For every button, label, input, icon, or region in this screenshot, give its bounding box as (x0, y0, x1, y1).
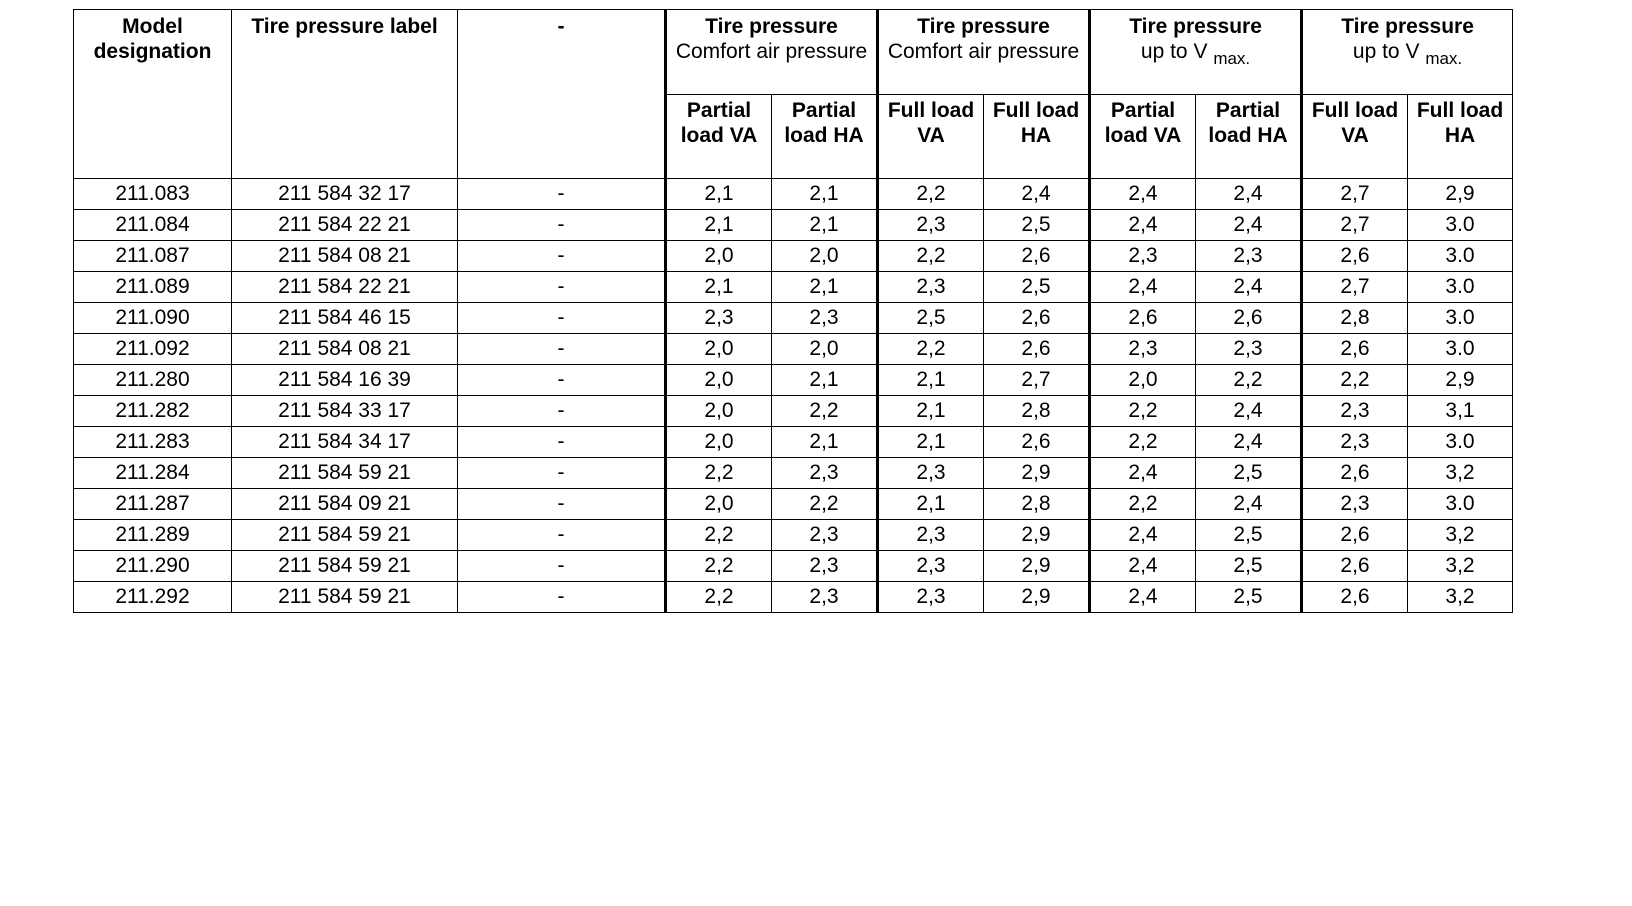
cell-model-designation: 211.282 (74, 396, 232, 427)
cell-pressure-value: 2,4 (1090, 520, 1196, 551)
group-subtitle-text: up to V (1352, 40, 1420, 63)
cell-pressure-value: 2,1 (878, 396, 984, 427)
cell-pressure-value: 2,1 (666, 272, 772, 303)
cell-pressure-value: 2,3 (1090, 334, 1196, 365)
cell-pressure-value: 3.0 (1408, 303, 1513, 334)
cell-pressure-value: 2,2 (878, 241, 984, 272)
cell-pressure-value: 2,3 (878, 210, 984, 241)
cell-pressure-value: 3,1 (1408, 396, 1513, 427)
table-row (74, 489, 1513, 520)
cell-pressure-value: 2,7 (1302, 272, 1408, 303)
cell-pressure-value: 2,2 (1090, 396, 1196, 427)
cell-pressure-value: 2,6 (984, 241, 1090, 272)
cell-blank: - (458, 334, 666, 365)
cell-pressure-value: 2,8 (1302, 303, 1408, 334)
cell-pressure-value: 2,1 (772, 272, 878, 303)
cell-tire-pressure-label: 211 584 08 21 (232, 241, 458, 272)
cell-pressure-value: 2,5 (984, 210, 1090, 241)
cell-pressure-value: 3.0 (1408, 272, 1513, 303)
cell-pressure-value: 2,4 (1196, 210, 1302, 241)
cell-pressure-value: 2,3 (878, 582, 984, 613)
cell-model-designation: 211.283 (74, 427, 232, 458)
cell-pressure-value: 2,4 (1196, 396, 1302, 427)
cell-pressure-value: 2,4 (1090, 179, 1196, 210)
cell-pressure-value: 2,5 (878, 303, 984, 334)
subheader-cell: Full load VA (1302, 95, 1408, 179)
cell-pressure-value: 2,2 (1196, 365, 1302, 396)
cell-blank: - (458, 582, 666, 613)
table-row (74, 179, 1513, 210)
table-row (74, 396, 1513, 427)
cell-pressure-value: 2,0 (666, 489, 772, 520)
cell-model-designation: 211.290 (74, 551, 232, 582)
table-row (74, 241, 1513, 272)
cell-blank: - (458, 427, 666, 458)
cell-pressure-value: 2,2 (772, 396, 878, 427)
cell-pressure-value: 2,6 (1196, 303, 1302, 334)
cell-model-designation: 211.292 (74, 582, 232, 613)
cell-blank: - (458, 365, 666, 396)
cell-pressure-value: 3.0 (1408, 210, 1513, 241)
group-subtitle-suffix: max. (1213, 49, 1251, 68)
cell-pressure-value: 2,8 (984, 396, 1090, 427)
cell-pressure-value: 3,2 (1408, 551, 1513, 582)
cell-pressure-value: 2,2 (878, 334, 984, 365)
cell-pressure-value: 2,6 (1302, 241, 1408, 272)
cell-pressure-value: 2,9 (984, 582, 1090, 613)
cell-blank: - (458, 303, 666, 334)
cell-pressure-value: 2,3 (878, 551, 984, 582)
cell-pressure-value: 3.0 (1408, 241, 1513, 272)
subheader-cell: Full load HA (1408, 95, 1513, 179)
group-subtitle: Comfort air pressure (675, 40, 868, 63)
cell-pressure-value: 2,3 (1090, 241, 1196, 272)
cell-model-designation: 211.090 (74, 303, 232, 334)
cell-pressure-value: 2,2 (666, 582, 772, 613)
group-subtitle (1091, 39, 1300, 68)
table-row (74, 458, 1513, 489)
cell-pressure-value: 2,6 (984, 303, 1090, 334)
subheader-cell: Full load HA (984, 95, 1090, 179)
cell-model-designation: 211.287 (74, 489, 232, 520)
cell-pressure-value: 2,1 (772, 179, 878, 210)
header-group-comfort-full (878, 10, 1090, 95)
cell-pressure-value: 2,1 (666, 210, 772, 241)
cell-model-designation: 211.280 (74, 365, 232, 396)
group-title: Tire pressure (917, 15, 1050, 38)
cell-pressure-value: 2,2 (1302, 365, 1408, 396)
cell-pressure-value: 2,9 (1408, 179, 1513, 210)
cell-tire-pressure-label: 211 584 59 21 (232, 582, 458, 613)
group-subtitle-text: up to V (1140, 40, 1208, 63)
cell-pressure-value: 2,3 (666, 303, 772, 334)
table-body (74, 179, 1513, 613)
cell-pressure-value: 3.0 (1408, 489, 1513, 520)
cell-pressure-value: 2,3 (1196, 334, 1302, 365)
subheader-cell: Full load VA (878, 95, 984, 179)
cell-pressure-value: 2,3 (772, 551, 878, 582)
cell-pressure-value: 2,3 (772, 520, 878, 551)
cell-blank: - (458, 551, 666, 582)
subheader-cell: Partial load VA (666, 95, 772, 179)
table-row (74, 272, 1513, 303)
cell-pressure-value: 2,4 (984, 179, 1090, 210)
cell-tire-pressure-label: 211 584 22 21 (232, 272, 458, 303)
header-group-vmax-full (1302, 10, 1513, 95)
group-subtitle (1303, 39, 1512, 68)
cell-pressure-value: 2,3 (1302, 396, 1408, 427)
cell-pressure-value: 2,2 (1090, 489, 1196, 520)
cell-tire-pressure-label: 211 584 32 17 (232, 179, 458, 210)
cell-pressure-value: 3,2 (1408, 458, 1513, 489)
subheader-cell: Partial load HA (772, 95, 878, 179)
cell-pressure-value: 2,5 (1196, 551, 1302, 582)
cell-pressure-value: 2,6 (1302, 458, 1408, 489)
cell-pressure-value: 2,1 (772, 365, 878, 396)
cell-pressure-value: 2,3 (878, 272, 984, 303)
table-row (74, 427, 1513, 458)
subheader-cell: Partial load HA (1196, 95, 1302, 179)
cell-tire-pressure-label: 211 584 46 15 (232, 303, 458, 334)
cell-pressure-value: 3.0 (1408, 427, 1513, 458)
cell-model-designation: 211.289 (74, 520, 232, 551)
cell-pressure-value: 2,2 (666, 520, 772, 551)
cell-blank: - (458, 458, 666, 489)
table-row (74, 551, 1513, 582)
subheader-cell: Partial load VA (1090, 95, 1196, 179)
header-blank: - (458, 10, 666, 179)
cell-model-designation: 211.089 (74, 272, 232, 303)
cell-blank: - (458, 489, 666, 520)
cell-tire-pressure-label: 211 584 16 39 (232, 365, 458, 396)
cell-pressure-value: 2,4 (1196, 489, 1302, 520)
cell-pressure-value: 2,0 (772, 241, 878, 272)
cell-pressure-value: 2,0 (1090, 365, 1196, 396)
cell-pressure-value: 2,1 (878, 427, 984, 458)
cell-model-designation: 211.284 (74, 458, 232, 489)
cell-pressure-value: 2,3 (772, 303, 878, 334)
cell-model-designation: 211.092 (74, 334, 232, 365)
cell-tire-pressure-label: 211 584 59 21 (232, 551, 458, 582)
table-row (74, 334, 1513, 365)
cell-pressure-value: 2,0 (772, 334, 878, 365)
table-row (74, 582, 1513, 613)
cell-pressure-value: 3,2 (1408, 582, 1513, 613)
table-row (74, 303, 1513, 334)
cell-model-designation: 211.084 (74, 210, 232, 241)
cell-pressure-value: 2,6 (1302, 551, 1408, 582)
table-row (74, 210, 1513, 241)
cell-tire-pressure-label: 211 584 33 17 (232, 396, 458, 427)
header-model-designation: Model designation (74, 10, 232, 179)
cell-pressure-value: 2,5 (1196, 520, 1302, 551)
cell-pressure-value: 2,3 (772, 582, 878, 613)
cell-tire-pressure-label: 211 584 08 21 (232, 334, 458, 365)
cell-pressure-value: 2,1 (666, 179, 772, 210)
cell-pressure-value: 2,9 (984, 551, 1090, 582)
table-header (74, 10, 1513, 179)
cell-pressure-value: 2,4 (1090, 210, 1196, 241)
cell-pressure-value: 2,2 (1090, 427, 1196, 458)
cell-tire-pressure-label: 211 584 09 21 (232, 489, 458, 520)
cell-blank: - (458, 396, 666, 427)
cell-pressure-value: 2,4 (1196, 272, 1302, 303)
cell-pressure-value: 2,7 (1302, 179, 1408, 210)
cell-pressure-value: 2,3 (1302, 489, 1408, 520)
tire-pressure-table (73, 9, 1513, 613)
cell-pressure-value: 2,2 (878, 179, 984, 210)
cell-pressure-value: 3,2 (1408, 520, 1513, 551)
cell-pressure-value: 2,3 (1302, 427, 1408, 458)
cell-tire-pressure-label: 211 584 22 21 (232, 210, 458, 241)
cell-pressure-value: 2,0 (666, 365, 772, 396)
group-title: Tire pressure (1341, 15, 1474, 38)
cell-pressure-value: 2,3 (878, 458, 984, 489)
cell-pressure-value: 2,6 (984, 427, 1090, 458)
cell-pressure-value: 2,8 (984, 489, 1090, 520)
cell-pressure-value: 2,2 (666, 551, 772, 582)
cell-pressure-value: 2,2 (666, 458, 772, 489)
cell-pressure-value: 2,0 (666, 427, 772, 458)
cell-pressure-value: 2,6 (1090, 303, 1196, 334)
cell-pressure-value: 2,6 (1302, 334, 1408, 365)
cell-pressure-value: 2,5 (1196, 458, 1302, 489)
header-group-comfort-partial (666, 10, 878, 95)
cell-pressure-value: 2,7 (1302, 210, 1408, 241)
cell-blank: - (458, 272, 666, 303)
cell-pressure-value: 2,6 (1302, 520, 1408, 551)
cell-pressure-value: 2,5 (984, 272, 1090, 303)
cell-pressure-value: 2,0 (666, 241, 772, 272)
cell-pressure-value: 2,2 (772, 489, 878, 520)
cell-pressure-value: 2,4 (1090, 551, 1196, 582)
group-title: Tire pressure (705, 15, 838, 38)
cell-pressure-value: 2,3 (772, 458, 878, 489)
cell-tire-pressure-label: 211 584 59 21 (232, 458, 458, 489)
cell-pressure-value: 2,4 (1196, 179, 1302, 210)
cell-tire-pressure-label: 211 584 59 21 (232, 520, 458, 551)
group-subtitle: Comfort air pressure (887, 40, 1080, 63)
cell-model-designation: 211.083 (74, 179, 232, 210)
table-row (74, 520, 1513, 551)
cell-pressure-value: 2,4 (1090, 458, 1196, 489)
cell-pressure-value: 2,3 (878, 520, 984, 551)
cell-pressure-value: 2,9 (984, 520, 1090, 551)
header-group-vmax-partial (1090, 10, 1302, 95)
cell-pressure-value: 2,1 (878, 489, 984, 520)
cell-pressure-value: 2,0 (666, 334, 772, 365)
cell-pressure-value: 2,4 (1090, 582, 1196, 613)
table-row (74, 365, 1513, 396)
cell-pressure-value: 2,6 (1302, 582, 1408, 613)
cell-blank: - (458, 520, 666, 551)
cell-pressure-value: 2,3 (1196, 241, 1302, 272)
cell-pressure-value: 2,4 (1090, 272, 1196, 303)
cell-pressure-value: 2,1 (878, 365, 984, 396)
group-subtitle-suffix: max. (1425, 49, 1463, 68)
cell-pressure-value: 2,5 (1196, 582, 1302, 613)
cell-pressure-value: 2,1 (772, 427, 878, 458)
cell-blank: - (458, 241, 666, 272)
cell-pressure-value: 2,0 (666, 396, 772, 427)
cell-tire-pressure-label: 211 584 34 17 (232, 427, 458, 458)
cell-blank: - (458, 210, 666, 241)
header-tire-pressure-label: Tire pressure label (232, 10, 458, 179)
cell-pressure-value: 2,6 (984, 334, 1090, 365)
cell-model-designation: 211.087 (74, 241, 232, 272)
cell-pressure-value: 2,7 (984, 365, 1090, 396)
cell-pressure-value: 3.0 (1408, 334, 1513, 365)
cell-pressure-value: 2,9 (1408, 365, 1513, 396)
cell-pressure-value: 2,4 (1196, 427, 1302, 458)
cell-pressure-value: 2,9 (984, 458, 1090, 489)
cell-pressure-value: 2,1 (772, 210, 878, 241)
group-title: Tire pressure (1129, 15, 1262, 38)
cell-blank: - (458, 179, 666, 210)
